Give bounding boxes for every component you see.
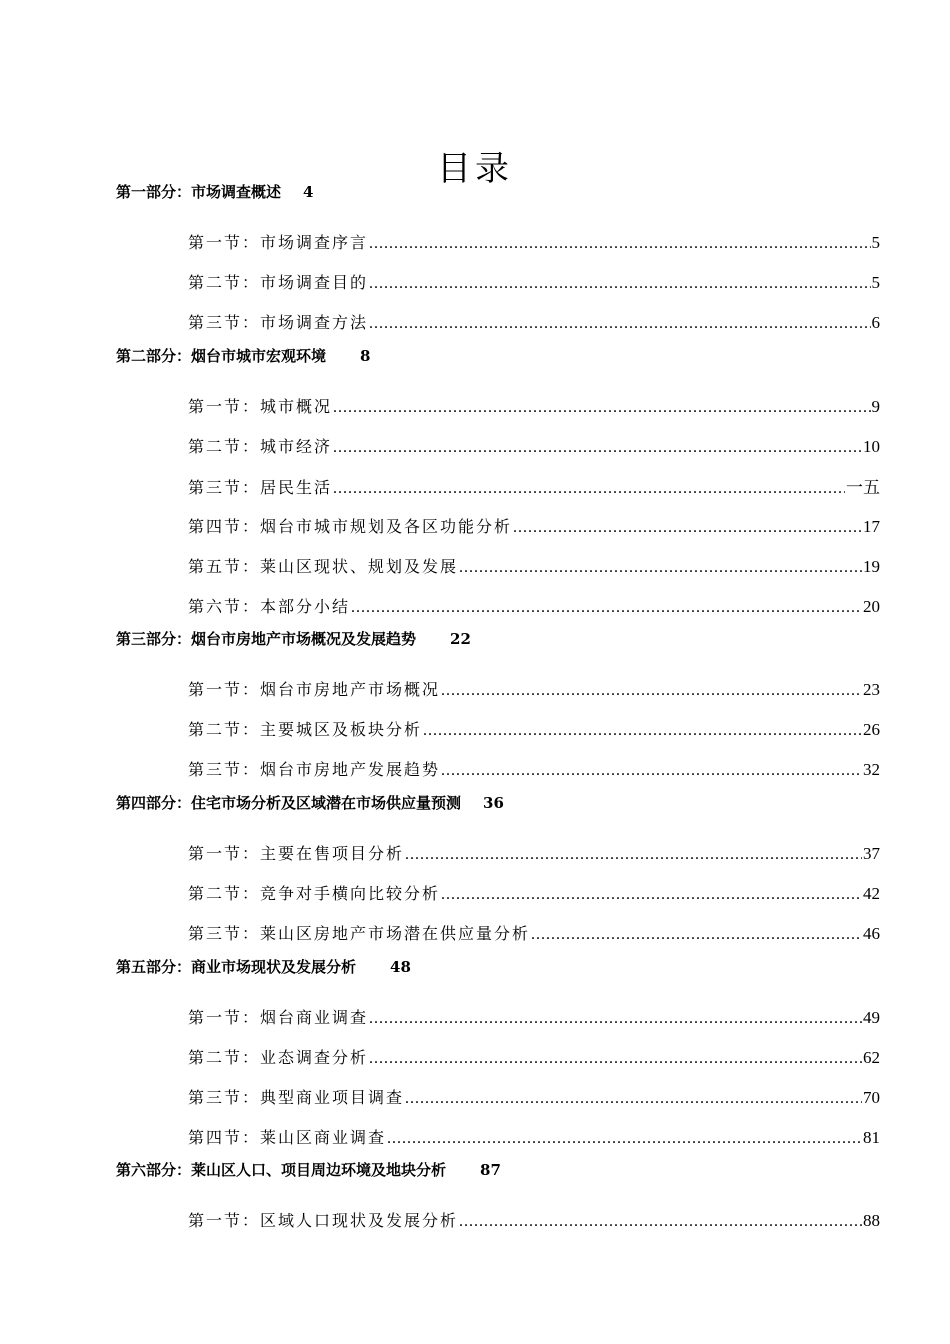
dot-leader xyxy=(423,718,862,744)
toc-entry-page: 一五 xyxy=(846,478,880,497)
dot-leader xyxy=(333,476,845,502)
dot-leader xyxy=(369,231,870,257)
dot-leader xyxy=(513,515,862,541)
toc-entry-label: 第四节：烟台市城市规划及各区功能分析 xyxy=(188,517,513,536)
toc-entry-label: 第三节：烟台市房地产发展趋势 xyxy=(188,760,441,779)
toc-entry[interactable] xyxy=(188,554,880,580)
toc-entry-label: 第一节：烟台商业调查 xyxy=(188,1008,369,1027)
toc-entry-label: 第五节：莱山区现状、规划及发展 xyxy=(188,557,459,576)
dot-leader xyxy=(333,395,870,421)
toc-entry[interactable] xyxy=(188,757,880,783)
toc-entry-page: 46 xyxy=(863,924,880,943)
dot-leader xyxy=(531,922,862,948)
toc-entry-page: 70 xyxy=(863,1088,880,1107)
toc-entry[interactable] xyxy=(188,677,880,703)
toc-entry-label: 第三节：莱山区房地产市场潜在供应量分析 xyxy=(188,924,531,943)
toc-part-page: 8 xyxy=(360,347,371,365)
dot-leader xyxy=(405,1086,862,1112)
page-title: 目录 xyxy=(437,148,513,189)
toc-part[interactable] xyxy=(116,181,313,203)
toc-part-page: 87 xyxy=(480,1161,501,1179)
toc-entry-label: 第三节：市场调查方法 xyxy=(188,313,369,332)
toc-entry[interactable] xyxy=(188,230,880,256)
toc-part[interactable] xyxy=(116,792,504,814)
toc-part-label: 第三部分：烟台市房地产市场概况及发展趋势 xyxy=(116,630,417,648)
toc-entry[interactable] xyxy=(188,1085,880,1111)
toc-part-page: 4 xyxy=(303,183,314,201)
toc-entry[interactable] xyxy=(188,881,880,907)
toc-entry[interactable] xyxy=(188,1005,880,1031)
toc-entry[interactable] xyxy=(188,270,880,296)
toc-part-label: 第四部分：住宅市场分析及区域潜在市场供应量预测 xyxy=(116,794,462,812)
toc-entry[interactable] xyxy=(188,1045,880,1071)
toc-entry-page: 6 xyxy=(871,313,880,332)
toc-entry-page: 42 xyxy=(863,884,880,903)
toc-entry-label: 第三节：典型商业项目调查 xyxy=(188,1088,405,1107)
toc-entry-page: 62 xyxy=(863,1048,880,1067)
toc-entry-label: 第六节：本部分小结 xyxy=(188,597,351,616)
toc-entry[interactable] xyxy=(188,475,880,501)
toc-entry-page: 17 xyxy=(863,517,880,536)
toc-entry-page: 23 xyxy=(863,680,880,699)
toc-part[interactable] xyxy=(116,956,411,978)
toc-entry-page: 10 xyxy=(863,437,880,456)
toc-entry[interactable] xyxy=(188,717,880,743)
toc-entry-label: 第二节：竞争对手横向比较分析 xyxy=(188,884,441,903)
dot-leader xyxy=(351,595,862,621)
toc-entry-label: 第二节：业态调查分析 xyxy=(188,1048,369,1067)
toc-entry-label: 第一节：市场调查序言 xyxy=(188,233,369,252)
toc-entry[interactable] xyxy=(188,841,880,867)
toc-entry[interactable] xyxy=(188,514,880,540)
dot-leader xyxy=(441,882,862,908)
toc-entry-label: 第一节：城市概况 xyxy=(188,397,333,416)
toc-part-label: 第六部分：莱山区人口、项目周边环境及地块分析 xyxy=(116,1161,447,1179)
toc-entry-label: 第一节：区域人口现状及发展分析 xyxy=(188,1211,459,1230)
dot-leader xyxy=(333,435,862,461)
toc-entry-label: 第二节：城市经济 xyxy=(188,437,333,456)
toc-entry[interactable] xyxy=(188,1125,880,1151)
toc-entry[interactable] xyxy=(188,921,880,947)
toc-part[interactable] xyxy=(116,1159,501,1181)
dot-leader xyxy=(369,1046,862,1072)
toc-entry-page: 37 xyxy=(863,844,880,863)
dot-leader xyxy=(459,1209,862,1235)
toc-part[interactable] xyxy=(116,628,471,650)
toc-entry-page: 81 xyxy=(863,1128,880,1147)
toc-entry-label: 第二节：主要城区及板块分析 xyxy=(188,720,423,739)
toc-part-page: 22 xyxy=(450,630,471,648)
toc-part-page: 48 xyxy=(390,958,411,976)
toc-entry-page: 19 xyxy=(863,557,880,576)
toc-entry-page: 20 xyxy=(863,597,880,616)
dot-leader xyxy=(369,1006,862,1032)
toc-part-label: 第二部分：烟台市城市宏观环境 xyxy=(116,347,327,365)
toc-entry-page: 49 xyxy=(863,1008,880,1027)
toc-entry-page: 9 xyxy=(871,397,880,416)
toc-entry-label: 第四节：莱山区商业调查 xyxy=(188,1128,387,1147)
toc-entry[interactable] xyxy=(188,1208,880,1234)
dot-leader xyxy=(369,311,870,337)
toc-entry-page: 88 xyxy=(863,1211,880,1230)
toc-part-page: 36 xyxy=(483,794,504,812)
dot-leader xyxy=(405,842,862,868)
toc-entry-page: 5 xyxy=(871,273,880,292)
toc-entry-label: 第一节：烟台市房地产市场概况 xyxy=(188,680,441,699)
dot-leader xyxy=(441,758,862,784)
dot-leader xyxy=(441,678,862,704)
toc-part-label: 第一部分：市场调查概述 xyxy=(116,183,282,201)
toc-entry-label: 第一节：主要在售项目分析 xyxy=(188,844,405,863)
toc-entry-label: 第二节：市场调查目的 xyxy=(188,273,369,292)
toc-entry-page: 32 xyxy=(863,760,880,779)
dot-leader xyxy=(369,271,870,297)
dot-leader xyxy=(387,1126,862,1152)
toc-entry-page: 5 xyxy=(871,233,880,252)
toc-part-label: 第五部分：商业市场现状及发展分析 xyxy=(116,958,357,976)
toc-entry[interactable] xyxy=(188,594,880,620)
toc-entry-label: 第三节：居民生活 xyxy=(188,478,333,497)
toc-entry[interactable] xyxy=(188,310,880,336)
toc-entry[interactable] xyxy=(188,394,880,420)
toc-entry-page: 26 xyxy=(863,720,880,739)
toc-entry[interactable] xyxy=(188,434,880,460)
dot-leader xyxy=(459,555,862,581)
toc-part[interactable] xyxy=(116,345,370,367)
